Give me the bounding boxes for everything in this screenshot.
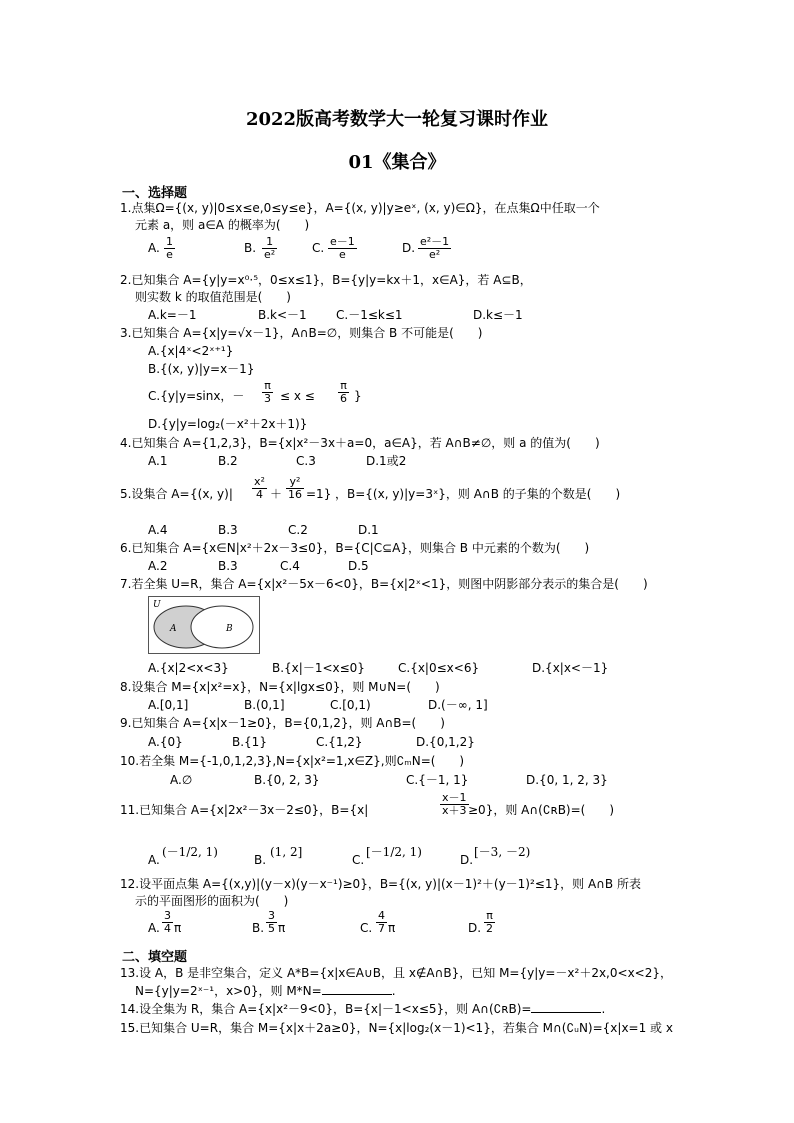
q14-stem: 14.设全集为 R，集合 A={x|x²－9<0}，B={x|－1<x≤5}，则 A∩(∁ʀB)= . [120,1002,606,1016]
q1-option-a-fraction: $\frac{1}{e}$ [166,235,173,261]
q11-option-a-label: A. [148,853,160,867]
q2-option-d: D.k≤－1 [473,308,523,322]
q4-option-b: B.2 [218,454,238,468]
q7-option-b: B.{x|－1<x≤0} [272,661,365,675]
q9-option-d: D.{0,1,2} [416,735,475,749]
q3-option-d: D.{y|y=log₂(－x²＋2x＋1)} [148,417,308,431]
q1-option-c-fraction: $\frac{e-1}{e}$ [330,235,355,261]
section-fill-heading: 二、填空题 [122,950,188,965]
q1-option-d-label: D. [402,241,416,255]
q9-stem: 9.已知集合 A={x|x－1≥0}，B={0,1,2}，则 A∩B=( ) [120,716,445,730]
q11-option-b-value: (1, 2] [270,845,303,859]
q5-option-d: D.1 [358,523,379,537]
q5-option-b: B.3 [218,523,238,537]
q10-option-b: B.{0, 2, 3} [254,773,320,787]
q10-option-a: A.∅ [170,773,193,787]
q3-option-c-fraction-left: $\frac{\pi}{3}$ [264,379,271,405]
q13-answer-blank[interactable] [322,994,392,995]
q5-option-a: A.4 [148,523,168,537]
q11-option-c-label: C. [352,853,365,867]
q6-option-a: A.2 [148,559,168,573]
q1-stem-line2: 元素 a，则 a∈A 的概率为( ) [135,218,310,232]
page-subtitle: 01《集合》 [348,152,446,173]
q13-stem-line1: 13.设 A，B 是非空集合，定义 A*B={x|x∈A∪B，且 x∉A∩B}，已知 M={y|y=－x²＋2x,0<x<2}， [120,966,672,980]
q11-option-a-value: (－1/2, 1) [162,845,218,859]
q2-option-b: B.k<－1 [258,308,307,322]
q7-stem: 7.若全集 U=R，集合 A={x|x²－5x－6<0}，B={x|2ˣ<1}，则图中阴影部分表示的集合是( ) [120,577,648,591]
q1-option-d-fraction: $\frac{\text{e²－1}}{\text{e²}}$ [420,235,450,261]
venn-label-a: A [170,624,177,634]
q4-stem: 4.已知集合 A={1,2,3}，B={x|x²－3x＋a=0，a∈A}，若 A∩B≠∅，则 a 的值为( ) [120,436,600,450]
q1-stem-line1: 1.点集Ω={(x, y)|0≤x≤e,0≤y≤e}，A={(x, y)|y≥eˣ, (x, y)∈Ω}，在点集Ω中任取一个 [120,201,600,215]
q12-options: A. $\frac{3}{4}$ π B. $\frac{3}{5}$ π C. $\frac{4}{7}$ π D. $\frac{\pi}{2}$ [148,909,493,935]
q1-option-c-label: C. [312,241,325,255]
q9-option-a: A.{0} [148,735,183,749]
q12-option-c-fraction: $\frac{4}{7}$ [378,909,385,935]
q11-option-b-label: B. [254,853,267,867]
q4-option-a: A.1 [148,454,168,468]
q2-option-c: C.－1≤k≤1 [336,308,403,322]
q5-stem: 5.设集合 A= {(x, y)| $\frac{\text{x²}}{4}$ ＋ $\frac{\text{y²}}{16}$ =1} ，B={(x, y)|y=3ˣ}，则 A∩B 的子集的个数是( ) [120,475,621,501]
venn-label-u: U [153,600,161,610]
venn-diagram [148,596,260,654]
q2-option-a: A.k=－1 [148,308,197,322]
q1-option-a-label: A. [148,241,160,255]
q3-option-a: A.{x|4ˣ<2ˣ⁺¹} [148,344,234,358]
q11-fraction: $\frac{x-1}{x+3}$ [442,791,467,817]
q3-option-c-fraction-right: $\frac{\pi}{6}$ [340,379,347,405]
q1-option-b-label: B. [244,241,257,255]
q13-stem-line2: N={y|y=2ˣ⁻¹，x>0}，则 M*N= . [135,984,396,998]
q1-option-b-fraction: $\frac{1}{\text{e²}}$ [264,235,276,261]
q8-option-a: A.[0,1] [148,698,189,712]
q12-option-b-fraction: $\frac{3}{5}$ [268,909,275,935]
page-title: 2022版高考数学大一轮复习课时作业 [245,109,549,130]
q7-option-a: A.{x|2<x<3} [148,661,229,675]
q3-option-b: B.{(x, y)|y=x－1} [148,362,255,376]
q4-option-d: D.1或2 [366,454,407,468]
venn-set-b-region [191,606,253,648]
q8-option-d: D.(－∞, 1] [428,698,488,712]
q6-option-b: B.3 [218,559,238,573]
q2-stem-line1: 2.已知集合 A={y|y=x⁰·⁵，0≤x≤1}，B={y|y=kx＋1，x∈A}，若 A⊆B， [120,273,532,287]
q8-stem: 8.设集合 M={x|x²=x}，N={x|lgx≤0}，则 M∪N=( ) [120,680,440,694]
q11-option-d-value: [－3, －2) [474,845,531,859]
q9-option-b: B.{1} [232,735,267,749]
q7-option-c: C.{x|0≤x<6} [398,661,480,675]
q11-option-c-value: [－1/2, 1) [366,845,422,859]
q2-stem-line2: 则实数 k 的取值范围是( ) [135,290,291,304]
q5-y-fraction: $\frac{\text{y²}}{16}$ [288,475,302,501]
q14-answer-blank[interactable] [531,1012,601,1013]
q12-option-d-fraction: $\frac{\pi}{2}$ [486,909,493,935]
q3-stem: 3.已知集合 A={x|y=√x－1}，A∩B=∅，则集合 B 不可能是( ) [120,326,483,340]
section-choice-heading: 一、选择题 [122,186,188,201]
q10-stem: 10.若全集 M={-1,0,1,2,3},N={x|x²=1,x∈Z},则∁ₘN=( ) [120,754,465,768]
q4-option-c: C.3 [296,454,316,468]
venn-label-b: B [226,624,233,634]
q12-stem-line2: 示的平面图形的面积为( ) [135,894,289,908]
q8-option-b: B.(0,1] [244,698,285,712]
q5-option-c: C.2 [288,523,308,537]
q5-x-fraction: $\frac{\text{x²}}{4}$ [254,475,265,501]
q6-stem: 6.已知集合 A={x∈N|x²＋2x－3≤0}，B={C|C⊆A}，则集合 B 中元素的个数为( ) [120,541,590,555]
q9-option-c: C.{1,2} [316,735,363,749]
q15-stem: 15.已知集合 U=R，集合 M={x|x＋2a≥0}，N={x|log₂(x－1)<1}，若集合 M∩(∁ᵤN)={x|x=1 或 x [120,1021,673,1035]
q6-option-d: D.5 [348,559,369,573]
q11-option-d-label: D. [460,853,474,867]
q11-stem: 11.已知集合 A={x|2x²－3x－2≤0}，B={x| $\frac{x-1}{x+3}$ ≥0}，则 A∩(∁ʀB)=( ) [120,791,615,817]
q8-option-c: C.[0,1) [330,698,371,712]
q6-option-c: C.4 [280,559,300,573]
q12-stem-line1: 12.设平面点集 A={(x,y)|(y－x)(y－x⁻¹)≥0}，B={(x, y)|(x－1)²＋(y－1)²≤1}，则 A∩B 所表 [120,877,641,891]
q11-options [148,844,548,868]
q7-option-d: D.{x|x<－1} [532,661,609,675]
q12-option-a-fraction: $\frac{3}{4}$ [164,909,171,935]
q10-option-c: C.{－1, 1} [406,773,469,787]
q10-option-d: D.{0, 1, 2, 3} [526,773,608,787]
